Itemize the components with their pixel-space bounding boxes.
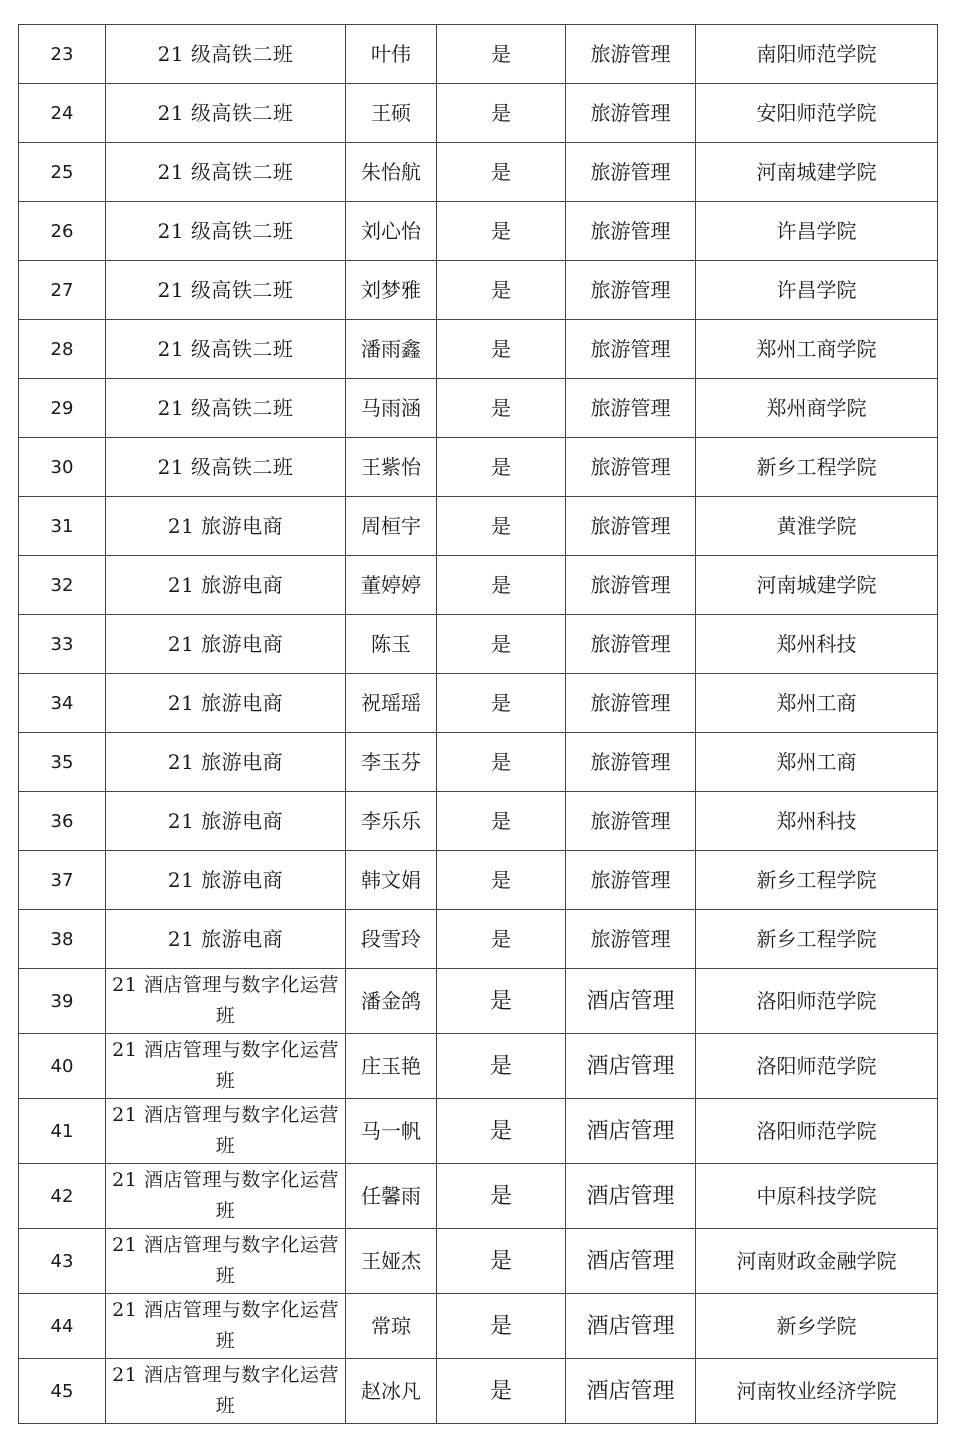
table-row [19, 1359, 938, 1424]
table-row [19, 969, 938, 1034]
table-row [19, 1099, 938, 1164]
row-number: 44 [19, 1294, 106, 1359]
class-cell: 21 旅游电商 [106, 792, 346, 851]
name-cell: 朱怡航 [346, 143, 437, 202]
major-cell: 旅游管理 [566, 84, 696, 143]
major-cell: 酒店管理 [566, 1099, 696, 1164]
flag-cell: 是 [437, 1164, 566, 1229]
name-cell: 常琼 [346, 1294, 437, 1359]
flag-cell: 是 [437, 497, 566, 556]
name-cell: 王娅杰 [346, 1229, 437, 1294]
row-number: 36 [19, 792, 106, 851]
table-row [19, 556, 938, 615]
row-number: 37 [19, 851, 106, 910]
table-row [19, 1034, 938, 1099]
major-cell: 旅游管理 [566, 438, 696, 497]
row-number: 39 [19, 969, 106, 1034]
school-cell: 河南城建学院 [696, 143, 938, 202]
major-cell: 旅游管理 [566, 851, 696, 910]
school-cell: 郑州科技 [696, 615, 938, 674]
major-cell: 旅游管理 [566, 792, 696, 851]
name-cell: 董婷婷 [346, 556, 437, 615]
row-number: 32 [19, 556, 106, 615]
flag-cell: 是 [437, 1034, 566, 1099]
table-row [19, 1294, 938, 1359]
name-cell: 刘梦雅 [346, 261, 437, 320]
school-cell: 郑州工商 [696, 733, 938, 792]
name-cell: 段雪玲 [346, 910, 437, 969]
major-cell: 旅游管理 [566, 143, 696, 202]
school-cell: 郑州工商学院 [696, 320, 938, 379]
table-row [19, 615, 938, 674]
flag-cell: 是 [437, 851, 566, 910]
name-cell: 马一帆 [346, 1099, 437, 1164]
class-cell: 21 酒店管理与数字化运营班 [106, 1229, 346, 1294]
school-cell: 洛阳师范学院 [696, 1034, 938, 1099]
school-cell: 郑州科技 [696, 792, 938, 851]
class-cell: 21 旅游电商 [106, 556, 346, 615]
flag-cell: 是 [437, 1099, 566, 1164]
school-cell: 许昌学院 [696, 202, 938, 261]
name-cell: 王硕 [346, 84, 437, 143]
flag-cell: 是 [437, 792, 566, 851]
major-cell: 酒店管理 [566, 1229, 696, 1294]
row-number: 41 [19, 1099, 106, 1164]
school-cell: 中原科技学院 [696, 1164, 938, 1229]
major-cell: 旅游管理 [566, 910, 696, 969]
row-number: 26 [19, 202, 106, 261]
school-cell: 河南城建学院 [696, 556, 938, 615]
school-cell: 河南财政金融学院 [696, 1229, 938, 1294]
row-number: 45 [19, 1359, 106, 1424]
class-cell: 21 酒店管理与数字化运营班 [106, 1294, 346, 1359]
name-cell: 潘金鸽 [346, 969, 437, 1034]
major-cell: 旅游管理 [566, 25, 696, 84]
name-cell: 叶伟 [346, 25, 437, 84]
name-cell: 潘雨鑫 [346, 320, 437, 379]
name-cell: 赵冰凡 [346, 1359, 437, 1424]
row-number: 28 [19, 320, 106, 379]
major-cell: 旅游管理 [566, 615, 696, 674]
name-cell: 任馨雨 [346, 1164, 437, 1229]
class-cell: 21 旅游电商 [106, 851, 346, 910]
flag-cell: 是 [437, 438, 566, 497]
school-cell: 新乡工程学院 [696, 438, 938, 497]
major-cell: 旅游管理 [566, 733, 696, 792]
major-cell: 旅游管理 [566, 674, 696, 733]
flag-cell: 是 [437, 615, 566, 674]
school-cell: 河南牧业经济学院 [696, 1359, 938, 1424]
name-cell: 周桓宇 [346, 497, 437, 556]
flag-cell: 是 [437, 556, 566, 615]
document-sheet [18, 24, 937, 1424]
flag-cell: 是 [437, 1359, 566, 1424]
flag-cell: 是 [437, 733, 566, 792]
table-row [19, 25, 938, 84]
table-row [19, 497, 938, 556]
table-row [19, 792, 938, 851]
flag-cell: 是 [437, 25, 566, 84]
name-cell: 庄玉艳 [346, 1034, 437, 1099]
school-cell: 郑州商学院 [696, 379, 938, 438]
row-number: 42 [19, 1164, 106, 1229]
flag-cell: 是 [437, 910, 566, 969]
school-cell: 新乡工程学院 [696, 851, 938, 910]
row-number: 35 [19, 733, 106, 792]
school-cell: 许昌学院 [696, 261, 938, 320]
flag-cell: 是 [437, 84, 566, 143]
school-cell: 黄淮学院 [696, 497, 938, 556]
table-row [19, 143, 938, 202]
table-row [19, 379, 938, 438]
major-cell: 酒店管理 [566, 1294, 696, 1359]
table-row [19, 1164, 938, 1229]
class-cell: 21 级高铁二班 [106, 84, 346, 143]
school-cell: 郑州工商 [696, 674, 938, 733]
class-cell: 21 酒店管理与数字化运营班 [106, 1034, 346, 1099]
school-cell: 南阳师范学院 [696, 25, 938, 84]
class-cell: 21 酒店管理与数字化运营班 [106, 1359, 346, 1424]
name-cell: 李乐乐 [346, 792, 437, 851]
class-cell: 21 旅游电商 [106, 615, 346, 674]
row-number: 30 [19, 438, 106, 497]
class-cell: 21 旅游电商 [106, 497, 346, 556]
flag-cell: 是 [437, 674, 566, 733]
class-cell: 21 级高铁二班 [106, 261, 346, 320]
major-cell: 旅游管理 [566, 556, 696, 615]
row-number: 43 [19, 1229, 106, 1294]
table-row [19, 674, 938, 733]
flag-cell: 是 [437, 1294, 566, 1359]
row-number: 29 [19, 379, 106, 438]
name-cell: 王紫怡 [346, 438, 437, 497]
class-cell: 21 旅游电商 [106, 733, 346, 792]
name-cell: 刘心怡 [346, 202, 437, 261]
name-cell: 陈玉 [346, 615, 437, 674]
table-row [19, 851, 938, 910]
school-cell: 洛阳师范学院 [696, 969, 938, 1034]
class-cell: 21 酒店管理与数字化运营班 [106, 1164, 346, 1229]
table-row [19, 320, 938, 379]
school-cell: 新乡学院 [696, 1294, 938, 1359]
major-cell: 酒店管理 [566, 969, 696, 1034]
class-cell: 21 级高铁二班 [106, 202, 346, 261]
flag-cell: 是 [437, 379, 566, 438]
class-cell: 21 酒店管理与数字化运营班 [106, 969, 346, 1034]
class-cell: 21 级高铁二班 [106, 25, 346, 84]
row-number: 40 [19, 1034, 106, 1099]
row-number: 38 [19, 910, 106, 969]
row-number: 27 [19, 261, 106, 320]
class-cell: 21 旅游电商 [106, 674, 346, 733]
major-cell: 酒店管理 [566, 1034, 696, 1099]
school-cell: 新乡工程学院 [696, 910, 938, 969]
flag-cell: 是 [437, 143, 566, 202]
flag-cell: 是 [437, 1229, 566, 1294]
row-number: 24 [19, 84, 106, 143]
table-row [19, 261, 938, 320]
class-cell: 21 酒店管理与数字化运营班 [106, 1099, 346, 1164]
table-row [19, 438, 938, 497]
table-body [19, 25, 938, 1424]
table-row [19, 910, 938, 969]
row-number: 23 [19, 25, 106, 84]
student-table [18, 24, 938, 1424]
major-cell: 酒店管理 [566, 1164, 696, 1229]
major-cell: 旅游管理 [566, 261, 696, 320]
class-cell: 21 级高铁二班 [106, 143, 346, 202]
school-cell: 安阳师范学院 [696, 84, 938, 143]
table-row [19, 733, 938, 792]
name-cell: 祝瑶瑶 [346, 674, 437, 733]
flag-cell: 是 [437, 969, 566, 1034]
class-cell: 21 级高铁二班 [106, 379, 346, 438]
class-cell: 21 旅游电商 [106, 910, 346, 969]
row-number: 31 [19, 497, 106, 556]
major-cell: 酒店管理 [566, 1359, 696, 1424]
class-cell: 21 级高铁二班 [106, 438, 346, 497]
row-number: 34 [19, 674, 106, 733]
name-cell: 李玉芬 [346, 733, 437, 792]
name-cell: 韩文娟 [346, 851, 437, 910]
major-cell: 旅游管理 [566, 202, 696, 261]
table-row [19, 1229, 938, 1294]
class-cell: 21 级高铁二班 [106, 320, 346, 379]
major-cell: 旅游管理 [566, 320, 696, 379]
name-cell: 马雨涵 [346, 379, 437, 438]
flag-cell: 是 [437, 261, 566, 320]
table-row [19, 84, 938, 143]
major-cell: 旅游管理 [566, 497, 696, 556]
major-cell: 旅游管理 [566, 379, 696, 438]
table-row [19, 202, 938, 261]
school-cell: 洛阳师范学院 [696, 1099, 938, 1164]
row-number: 33 [19, 615, 106, 674]
flag-cell: 是 [437, 202, 566, 261]
flag-cell: 是 [437, 320, 566, 379]
row-number: 25 [19, 143, 106, 202]
